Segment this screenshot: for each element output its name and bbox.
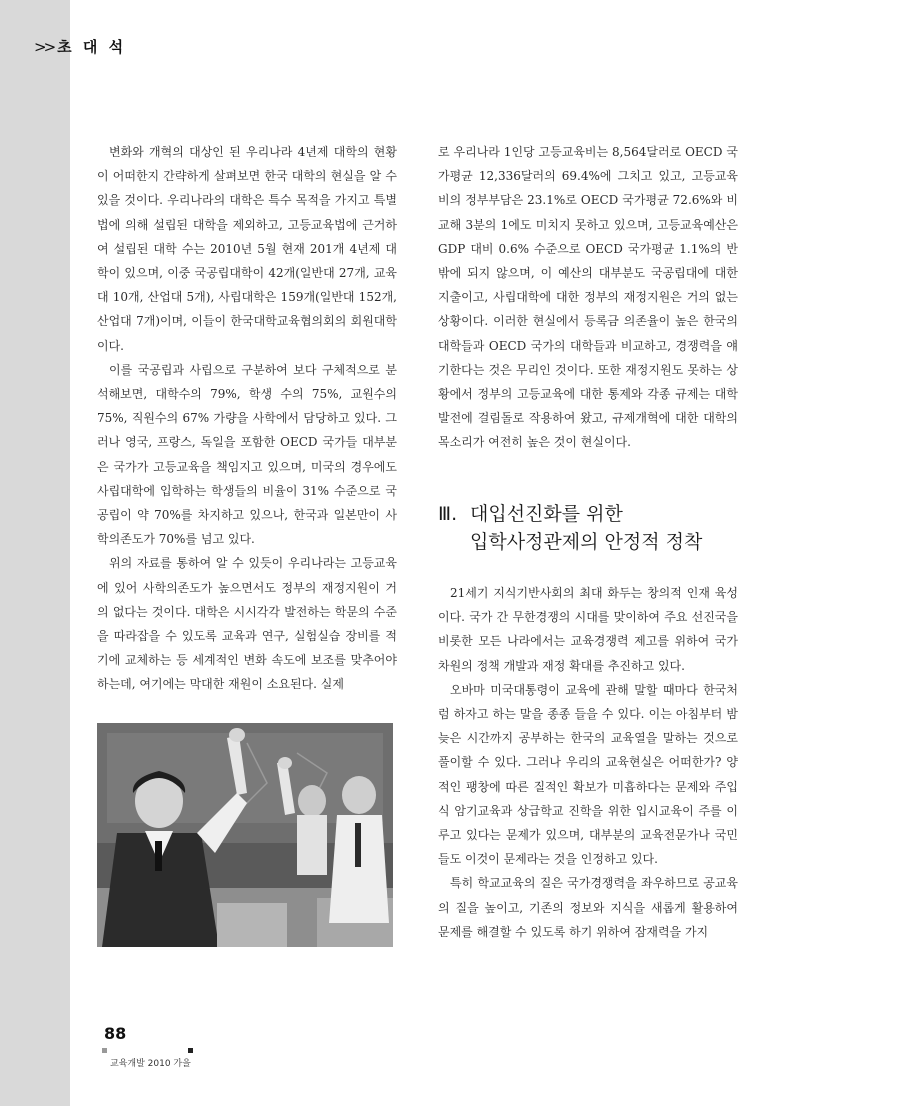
right-column-top	[438, 140, 738, 455]
paragraph: 오바마 미국대통령이 교육에 관해 말할 때마다 한국처럼 하자고 하는 말을 종종 들을 수 있다. 이는 아침부터 밤 늦은 시간까지 공부하는 한국의 교육열을 말하는 것으로 풀이할 수 있다. 그러나 우리의 교육현실은 어떠한가? 양적인 팽창에 따른 질적인 확보가 미흡하다는 문제와 주입식 암기교육과 상급학교 진학을 위한 입시교육이 주를 이루고 있다는 문제가 있으며, 대부분의 교육전문가나 국민들도 이것이 문제라는 것을 인정하고 있다.	[438, 682, 738, 867]
paragraph: 위의 자료를 통하여 알 수 있듯이 우리나라는 고등교육에 있어 사학의존도가 높으면서도 정부의 재정지원이 거의 없다는 것이다. 대학은 시시각각 발전하는 학문의 수준을 따라잡을 수 있도록 교육과 연구, 실험실습 장비를 적기에 교체하는 등 세계적인 변화 속도에 보조를 맞추어야 하는데, 여기에는 막대한 재원이 소요된다. 실제	[97, 556, 397, 692]
paragraph: 특히 학교교육의 질은 국가경쟁력을 좌우하므로 공교육의 질을 높이고, 기존의 정보와 지식을 새롭게 활용하여 문제를 해결할 수 있도록 하기 위하여 잠재력을 가지	[438, 876, 738, 939]
classroom-photo	[97, 723, 393, 947]
section-title-line2: 입학사정관제의 안정적 정착	[470, 531, 703, 553]
double-chevron-icon: >>	[34, 38, 54, 56]
right-column-body	[438, 581, 738, 944]
paragraph: 로 우리나라 1인당 고등교육비는 8,564달러로 OECD 국가평균 12,336달러의 69.4%에 그치고 있고, 고등교육비의 정부부담은 23.1%로 OECD 국가평균 72.6%와 비교해 3분의 1에도 미치지 못하고 있으며, 고등교육예산은 GDP 대비 0.6% 수준으로 OECD 국가평균 1.1%의 반 밖에 되지 않으며, 이 예산의 대부분도 국공립대에 대한 지출이고, 사립대학에 대한 정부의 재정지원은 거의 없는 상황이다. 이러한 현실에서 등록금 의존율이 높은 한국의 대학들과 OECD 국가의 대학들과 비교하고, 경쟁력을 얘기한다는 것은 무리인 것이다. 또한 재정지원도 못하는 상황에서 정부의 고등교육에 대한 통제와 각종 규제는 대학발전에 걸림돌로 작용하여 왔고, 규제개혁에 대한 대학의 목소리가 여전히 높은 것이 현실이다.	[438, 145, 738, 450]
paragraph: 이를 국공립과 사립으로 구분하여 보다 구체적으로 분석해보면, 대학수의 79%, 학생 수의 75%, 교원수의 75%, 직원수의 67% 가량을 사학에서 담당하고 있다. 그러나 영국, 프랑스, 독일을 포함한 OECD 국가들 대부분은 국가가 고등교육을 책임지고 있으며, 미국의 경우에도 사립대학에 입학하는 학생들의 비율이 31% 수준으로 국공립이 약 70%를 차지하고 있으나, 한국과 일본만이 사학의존도가 70%를 넘고 있다.	[97, 362, 397, 547]
paragraph: 21세기 지식기반사회의 최대 화두는 창의적 인재 육성이다. 국가 간 무한경쟁의 시대를 맞이하여 주요 선진국을 비롯한 모든 나라에서는 교육경쟁력 제고를 위하여 국가 차원의 정책 개발과 재정 확대를 추진하고 있다.	[438, 586, 738, 673]
page-number: 88	[104, 1024, 127, 1043]
square-bullet-icon	[188, 1048, 193, 1053]
section-name: 초 대 석	[57, 38, 127, 56]
section-number: Ⅲ.	[438, 503, 458, 525]
section-title-line1: 대입선진화를 위한	[470, 503, 623, 525]
square-bullet-icon	[102, 1048, 107, 1053]
left-column	[97, 140, 397, 697]
sidebar-band	[0, 0, 70, 1106]
paragraph: 변화와 개혁의 대상인 된 우리나라 4년제 대학의 현황이 어떠한지 간략하게 살펴보면 한국 대학의 현실을 알 수 있을 것이다. 우리나라의 대학은 특수 목적을 가지고 특별법에 의해 설립된 대학을 제외하고, 고등교육법에 근거하여 설립된 대학 수는 2010년 5월 현재 201개 4년제 대학이 있으며, 이중 국공립대학이 42개(일반대 27개, 교육대 10개, 산업대 5개), 사립대학은 159개(일반대 152개, 산업대 7개)이며, 이들이 한국대학교육협의회의 회원대학이다.	[97, 145, 397, 353]
publication-name: 교육개발 2010 가을	[110, 1059, 191, 1069]
section-label	[34, 36, 126, 57]
section-heading	[438, 500, 768, 556]
